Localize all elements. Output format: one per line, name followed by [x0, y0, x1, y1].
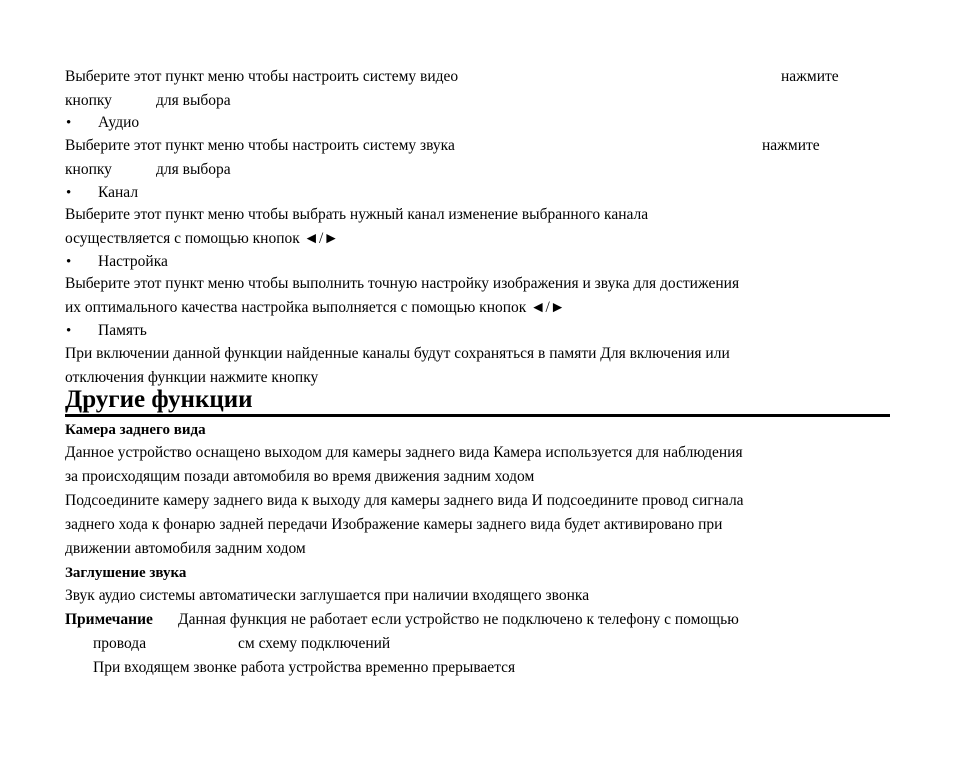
rear-camera-line-5: движении автомобиля задним ходом — [65, 540, 306, 557]
channel-description-line-2: осуществляется с помощью кнопок ◄/► — [65, 230, 339, 247]
tuning-description-line-2: их оптимального качества настройка выполняется с помощью кнопок ◄/► — [65, 299, 566, 316]
rear-camera-line-4: заднего хода к фонарю задней передачи Изображение камеры заднего вида будет активировано при — [65, 516, 723, 533]
rear-camera-title: Камера заднего вида — [65, 422, 206, 438]
memory-description-line-1: При включении данной функции найденные каналы будут сохраняться в памяти Для включения или — [65, 345, 730, 362]
bullet-icon: • — [66, 185, 72, 201]
bullet-icon: • — [66, 254, 72, 270]
note-see-diagram-text: см схему подключений — [238, 635, 391, 652]
note-label: Примечание — [65, 611, 153, 628]
mute-line-1: Звук аудио системы автоматически заглушается при наличии входящего звонка — [65, 587, 590, 604]
bullet-icon: • — [66, 115, 72, 131]
video-press-text: нажмите — [781, 68, 839, 85]
audio-description-line-1: Выберите этот пункт меню чтобы настроить систему звука — [65, 137, 455, 154]
video-button-word: кнопку — [65, 92, 112, 109]
memory-description-line-2: отключения функции нажмите кнопку — [65, 369, 319, 386]
rear-camera-line-2: за происходящим позади автомобиля во время движения задним ходом — [65, 468, 535, 485]
mute-title: Заглушение звука — [65, 565, 187, 581]
channel-description-line-1: Выберите этот пункт меню чтобы выбрать нужный канал изменение выбранного канала — [65, 206, 649, 223]
bullet-icon: • — [66, 323, 72, 339]
rear-camera-line-1: Данное устройство оснащено выходом для камеры заднего вида Камера используется для наблюдения — [65, 444, 743, 461]
audio-title: Аудио — [98, 114, 140, 131]
memory-title: Память — [98, 322, 147, 339]
audio-button-word: кнопку — [65, 161, 112, 178]
tuning-description-line-1: Выберите этот пункт меню чтобы выполнить точную настройку изображения и звука для достижения — [65, 275, 740, 292]
section-heading-other-functions: Другие функции — [65, 386, 253, 413]
channel-title: Канал — [98, 184, 139, 201]
tuning-title: Настройка — [98, 253, 168, 270]
note-line-3: При входящем звонке работа устройства временно прерывается — [93, 659, 516, 676]
heading-underline-divider — [65, 414, 890, 417]
note-line-1: Данная функция не работает если устройство не подключено к телефону с помощью — [178, 611, 739, 628]
audio-press-text: нажмите — [762, 137, 820, 154]
audio-select-text: для выбора — [156, 161, 231, 178]
rear-camera-line-3: Подсоедините камеру заднего вида к выходу для камеры заднего вида И подсоедините провод сигнала — [65, 492, 744, 509]
note-wire-text: провода — [93, 635, 147, 652]
video-description-line-1: Выберите этот пункт меню чтобы настроить систему видео — [65, 68, 459, 85]
video-select-text: для выбора — [156, 92, 231, 109]
